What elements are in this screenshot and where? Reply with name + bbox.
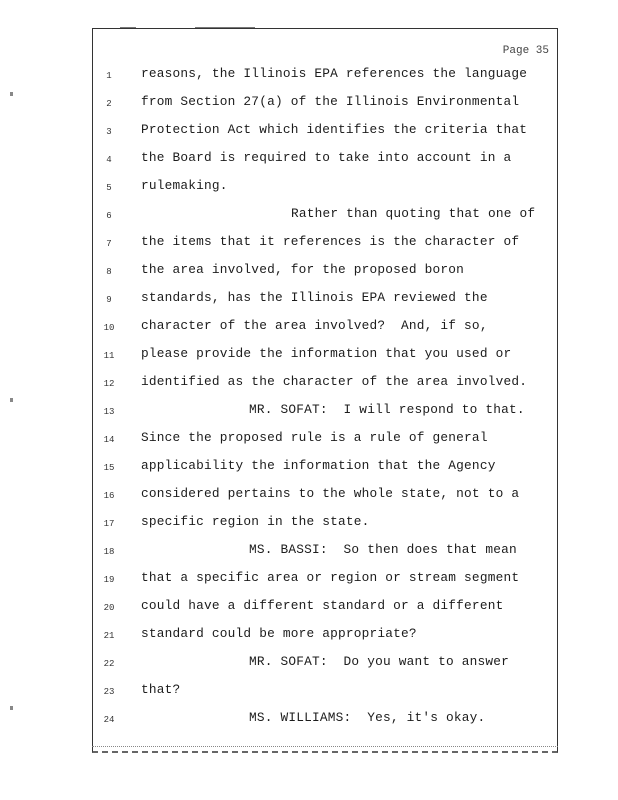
line-number: 16 xyxy=(103,491,115,501)
line-number: 17 xyxy=(103,519,115,529)
transcript-line xyxy=(93,122,557,142)
line-text: the area involved, for the proposed boron xyxy=(141,262,465,277)
line-text: considered pertains to the whole state, not to a xyxy=(141,486,520,501)
line-text: please provide the information that you used or xyxy=(141,346,512,361)
line-text: Since the proposed rule is a rule of general xyxy=(141,430,488,445)
transcript-line xyxy=(93,346,557,366)
line-text: the items that it references is the character of xyxy=(141,234,520,249)
line-text: standard could be more appropriate? xyxy=(141,626,417,641)
transcript-line xyxy=(93,234,557,254)
line-text: specific region in the state. xyxy=(141,514,370,529)
transcript-line xyxy=(93,654,557,674)
line-number: 8 xyxy=(106,267,112,277)
transcript-line xyxy=(93,66,557,86)
transcript-line xyxy=(93,178,557,198)
line-text: could have a different standard or a different xyxy=(141,598,504,613)
line-text: MR. SOFAT: Do you want to answer xyxy=(249,654,510,669)
line-text: reasons, the Illinois EPA references the language xyxy=(141,66,528,81)
line-text: applicability the information that the Agency xyxy=(141,458,496,473)
transcript-line xyxy=(93,486,557,506)
transcript-line xyxy=(93,374,557,394)
page-number: Page 35 xyxy=(502,45,549,57)
line-number: 14 xyxy=(103,435,115,445)
line-number: 4 xyxy=(106,155,112,165)
line-text: Protection Act which identifies the criteria that xyxy=(141,122,528,137)
transcript-line xyxy=(93,290,557,310)
line-text: the Board is required to take into account in a xyxy=(141,150,512,165)
line-number: 3 xyxy=(106,127,112,137)
transcript-line xyxy=(93,430,557,450)
transcript-line xyxy=(93,682,557,702)
line-text: that a specific area or region or stream segment xyxy=(141,570,520,585)
line-number: 10 xyxy=(103,323,115,333)
transcript-line xyxy=(93,150,557,170)
line-text: standards, has the Illinois EPA reviewed the xyxy=(141,290,488,305)
line-text: character of the area involved? And, if so, xyxy=(141,318,488,333)
line-number: 15 xyxy=(103,463,115,473)
line-number: 24 xyxy=(103,715,115,725)
line-number: 9 xyxy=(106,295,112,305)
line-text: Rather than quoting that one of xyxy=(291,206,536,221)
transcript-line xyxy=(93,514,557,534)
line-text: rulemaking. xyxy=(141,178,228,193)
transcript-line xyxy=(93,542,557,562)
line-number: 19 xyxy=(103,575,115,585)
transcript-line xyxy=(93,262,557,282)
line-text: that? xyxy=(141,682,181,697)
line-text: from Section 27(a) of the Illinois Environmental xyxy=(141,94,520,109)
transcript-line xyxy=(93,598,557,618)
transcript-line xyxy=(93,318,557,338)
line-number: 21 xyxy=(103,631,115,641)
transcript-line xyxy=(93,206,557,226)
transcript-line xyxy=(93,94,557,114)
line-number: 23 xyxy=(103,687,115,697)
line-number: 5 xyxy=(106,183,112,193)
line-number: 11 xyxy=(103,351,115,361)
line-number: 7 xyxy=(106,239,112,249)
line-number: 22 xyxy=(103,659,115,669)
line-text: MR. SOFAT: I will respond to that. xyxy=(249,402,525,417)
margin-mark xyxy=(10,398,13,402)
line-number: 2 xyxy=(106,99,112,109)
line-number: 12 xyxy=(103,379,115,389)
transcript-line xyxy=(93,626,557,646)
line-text: MS. WILLIAMS: Yes, it's okay. xyxy=(249,710,486,725)
line-number: 6 xyxy=(106,211,112,221)
line-number: 1 xyxy=(106,71,112,81)
transcript-line xyxy=(93,458,557,478)
transcript-line xyxy=(93,402,557,422)
transcript-page xyxy=(92,28,558,753)
transcript-line xyxy=(93,570,557,590)
line-number: 20 xyxy=(103,603,115,613)
line-number: 13 xyxy=(103,407,115,417)
line-number: 18 xyxy=(103,547,115,557)
transcript-line xyxy=(93,710,557,730)
line-text: MS. BASSI: So then does that mean xyxy=(249,542,517,557)
margin-mark xyxy=(10,706,13,710)
line-text: identified as the character of the area involved. xyxy=(141,374,528,389)
margin-mark xyxy=(10,92,13,96)
